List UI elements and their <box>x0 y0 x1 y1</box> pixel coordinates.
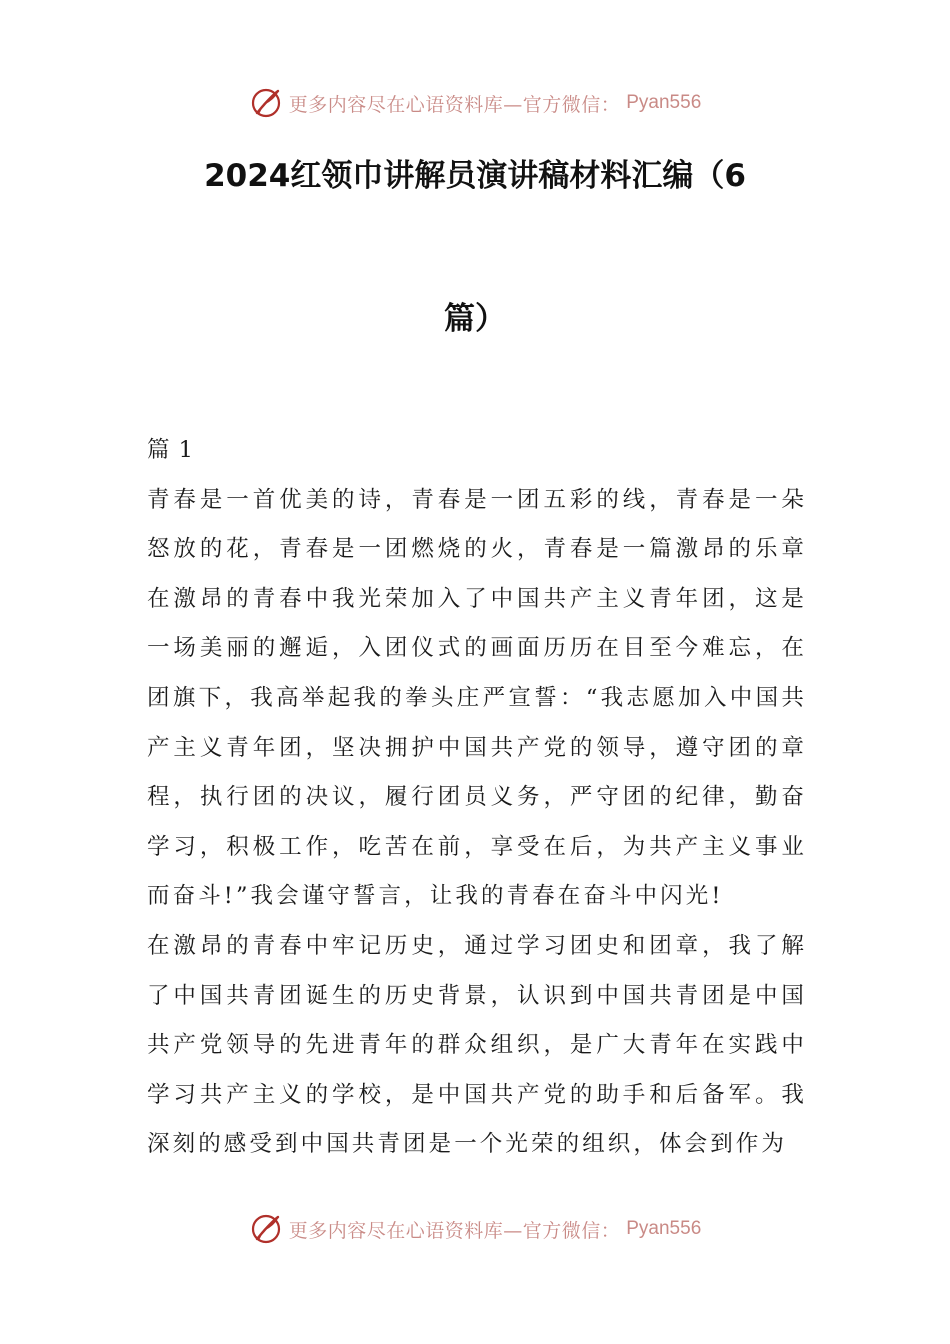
banner-text: 更多内容尽在心语资料库—官方微信： <box>288 1219 621 1242</box>
header-banner <box>0 83 950 123</box>
banner-text: 更多内容尽在心语资料库—官方微信： <box>288 93 621 116</box>
document-title-line-2: 篇） <box>444 301 506 337</box>
wechat-id: Pyan556 <box>626 1218 702 1239</box>
quill-logo-icon <box>249 1212 283 1246</box>
document-title-line-1: 2024红领巾讲解员演讲稿材料汇编（6 <box>204 158 746 194</box>
section-label: 篇 1 <box>147 437 194 463</box>
footer-banner <box>0 1209 950 1249</box>
paragraph-2: 在激昂的青春中牢记历史，通过学习团史和团章，我了解了中国共青团诞生的历史背景，认识到中国共青团是中国共产党领导的先进青年的群众组织，是广大青年在实践中学习共产主义的学校，是中国共产党的助手和后备军。我深刻的感受到中国共青团是一个光荣的组织，体会到作为 <box>147 932 807 1158</box>
paragraph-1: 青春是一首优美的诗，青春是一团五彩的线，青春是一朵怒放的花，青春是一团燃烧的火，青春是一篇激昂的乐章在激昂的青春中我光荣加入了中国共产主义青年团，这是一场美丽的邂逅，入团仪式的画面历历在目至今难忘，在团旗下，我高举起我的拳头庄严宣誓：“我志愿加入中国共产主义青年团，坚决拥护中国共产党的领导，遵守团的章程，执行团的决议，履行团员义务，严守团的纪律，勤奋学习，积极工作，吃苦在前，享受在后，为共产主义事业而奋斗!”我会谨守誓言，让我的青春在奋斗中闪光! <box>147 486 807 910</box>
wechat-id: Pyan556 <box>626 92 702 113</box>
document-body <box>147 426 807 1170</box>
quill-logo-icon <box>249 86 283 120</box>
